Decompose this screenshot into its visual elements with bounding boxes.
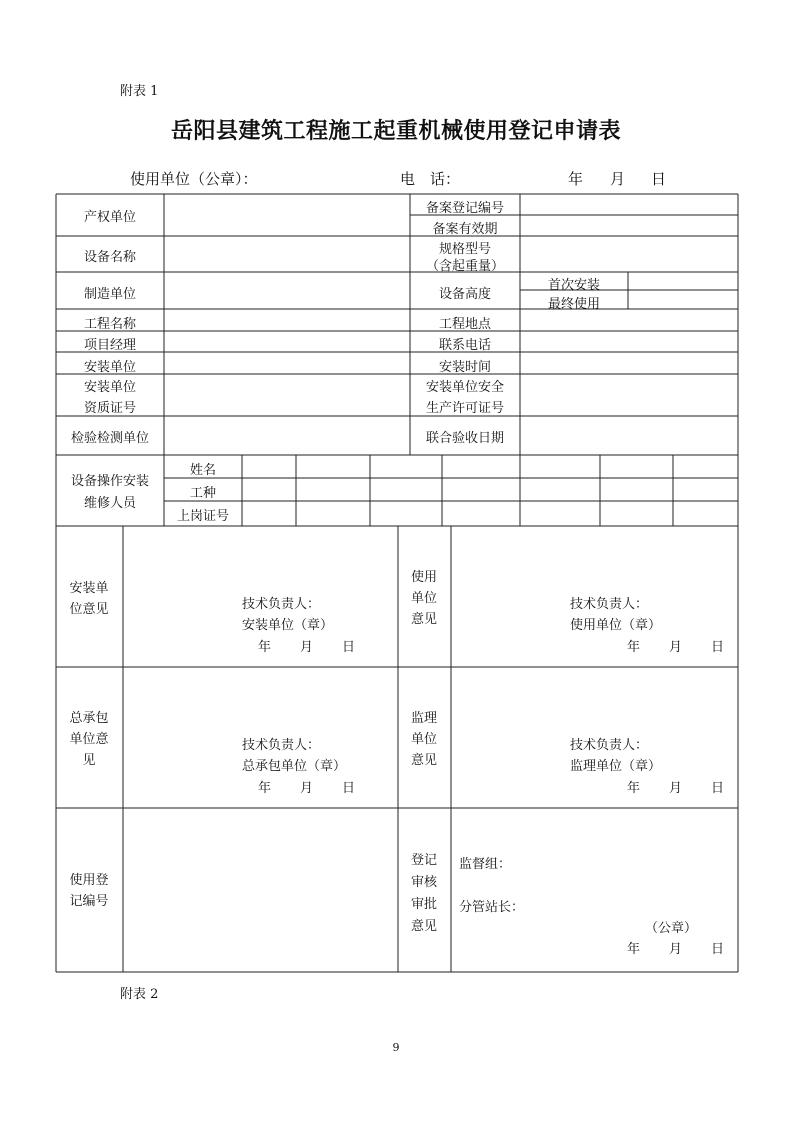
filing-valid-label: 备案有效期	[432, 222, 498, 237]
reg-no-label	[69, 870, 108, 912]
install-date-month: 月	[300, 640, 314, 655]
supervision-opinion-label	[411, 708, 437, 771]
final-use-label: 最终使用	[547, 297, 601, 312]
install-time-label: 安装时间	[438, 360, 492, 375]
supervision-date-year: 年	[627, 781, 641, 796]
use-seal-label: 使用单位（章）	[570, 618, 662, 633]
filing-reg-no-label: 备案登记编号	[425, 201, 505, 216]
contractor-seal-label: 总承包单位（章）	[242, 759, 347, 774]
contact-phone-label: 联系电话	[438, 338, 492, 353]
approval-opinion-label-line2: 审核	[410, 875, 438, 890]
contractor-opinion-label-line1: 总承包	[69, 711, 109, 726]
contractor-opinion-label-line3: 见	[82, 753, 96, 768]
install-unit-label: 安装单位	[83, 360, 137, 375]
install-tech-lead-label: 技术负责人：	[242, 597, 321, 612]
install-opinion-label-line1: 安装单	[69, 581, 109, 596]
supervision-tech-lead-label: 技术负责人：	[570, 738, 649, 753]
install-qual-label-2: 资质证号	[83, 401, 137, 416]
install-opinion-label-line2: 位意见	[69, 602, 109, 617]
spec-model-capacity-label: （含起重量）	[425, 259, 505, 274]
contractor-opinion-label	[69, 708, 108, 771]
safety-permit-label-2: 生产许可证号	[425, 401, 505, 416]
supervision-opinion-label-line2: 单位	[410, 732, 438, 747]
install-date-year: 年	[258, 640, 272, 655]
operator-cert-label: 上岗证号	[176, 509, 230, 524]
header-year: 年	[568, 170, 584, 188]
use-opinion-label	[411, 567, 437, 630]
approval-date-day: 日	[711, 942, 725, 957]
supervision-seal-label: 监理单位（章）	[570, 759, 662, 774]
contractor-date-day: 日	[342, 781, 356, 796]
contractor-tech-lead-label: 技术负责人：	[242, 738, 321, 753]
install-qual-label-1: 安装单位	[83, 380, 137, 395]
station-head-label: 分管站长：	[459, 900, 525, 915]
supervision-group-label: 监督组：	[459, 857, 512, 872]
manufacturer-label: 制造单位	[83, 287, 137, 302]
project-name-label: 工程名称	[83, 317, 137, 332]
approval-date-year: 年	[627, 942, 641, 957]
install-seal-label: 安装单位（章）	[242, 618, 334, 633]
reg-no-label-line1: 使用登	[69, 873, 109, 888]
operators-label-2: 维修人员	[83, 496, 137, 511]
header-month: 月	[610, 170, 626, 188]
project-manager-label: 项目经理	[83, 338, 137, 353]
approval-date-month: 月	[669, 942, 683, 957]
page-number: 9	[392, 1041, 400, 1054]
joint-accept-date-label: 联合验收日期	[425, 431, 505, 446]
operators-label-1: 设备操作安装	[70, 474, 150, 489]
use-opinion-label-line2: 单位	[410, 591, 438, 606]
supervision-date-month: 月	[669, 781, 683, 796]
project-location-label: 工程地点	[438, 317, 492, 332]
approval-opinion-label	[411, 850, 437, 938]
use-opinion-label-line1: 使用	[410, 570, 438, 585]
reg-no-label-line2: 记编号	[69, 894, 109, 909]
use-tech-lead-label: 技术负责人：	[570, 597, 649, 612]
attachment-label-top: 附表 1	[120, 84, 159, 99]
equipment-height-label: 设备高度	[438, 287, 492, 302]
official-seal-label: （公章）	[645, 921, 698, 936]
contractor-date-year: 年	[258, 781, 272, 796]
approval-opinion-label-line3: 审批	[410, 897, 438, 912]
contractor-opinion-label-line2: 单位意	[69, 732, 109, 747]
supervision-opinion-label-line1: 监理	[410, 711, 438, 726]
approval-opinion-label-line1: 登记	[410, 853, 438, 868]
page-title: 岳阳县建筑工程施工起重机械使用登记申请表	[170, 119, 622, 144]
operator-name-label: 姓名	[189, 463, 217, 478]
equipment-name-label: 设备名称	[83, 250, 137, 265]
operator-trade-label: 工种	[189, 486, 217, 501]
header-day: 日	[651, 170, 667, 188]
phone-label: 电 话：	[400, 170, 461, 188]
use-opinion-label-line3: 意见	[410, 612, 438, 627]
install-date-day: 日	[342, 640, 356, 655]
property-unit-label: 产权单位	[83, 210, 137, 225]
supervision-opinion-label-line3: 意见	[410, 753, 438, 768]
spec-model-label: 规格型号	[438, 242, 492, 257]
safety-permit-label-1: 安装单位安全	[425, 380, 505, 395]
supervision-date-day: 日	[711, 781, 725, 796]
install-opinion-label	[69, 578, 108, 620]
inspection-unit-label: 检验检测单位	[70, 431, 150, 446]
contractor-date-month: 月	[300, 781, 314, 796]
use-date-day: 日	[711, 640, 725, 655]
first-install-label: 首次安装	[547, 278, 601, 293]
approval-opinion-label-line4: 意见	[410, 919, 438, 934]
attachment-label-bottom: 附表 2	[120, 987, 159, 1002]
use-date-year: 年	[627, 640, 641, 655]
use-unit-seal-label: 使用单位（公章）：	[130, 170, 258, 188]
use-date-month: 月	[669, 640, 683, 655]
